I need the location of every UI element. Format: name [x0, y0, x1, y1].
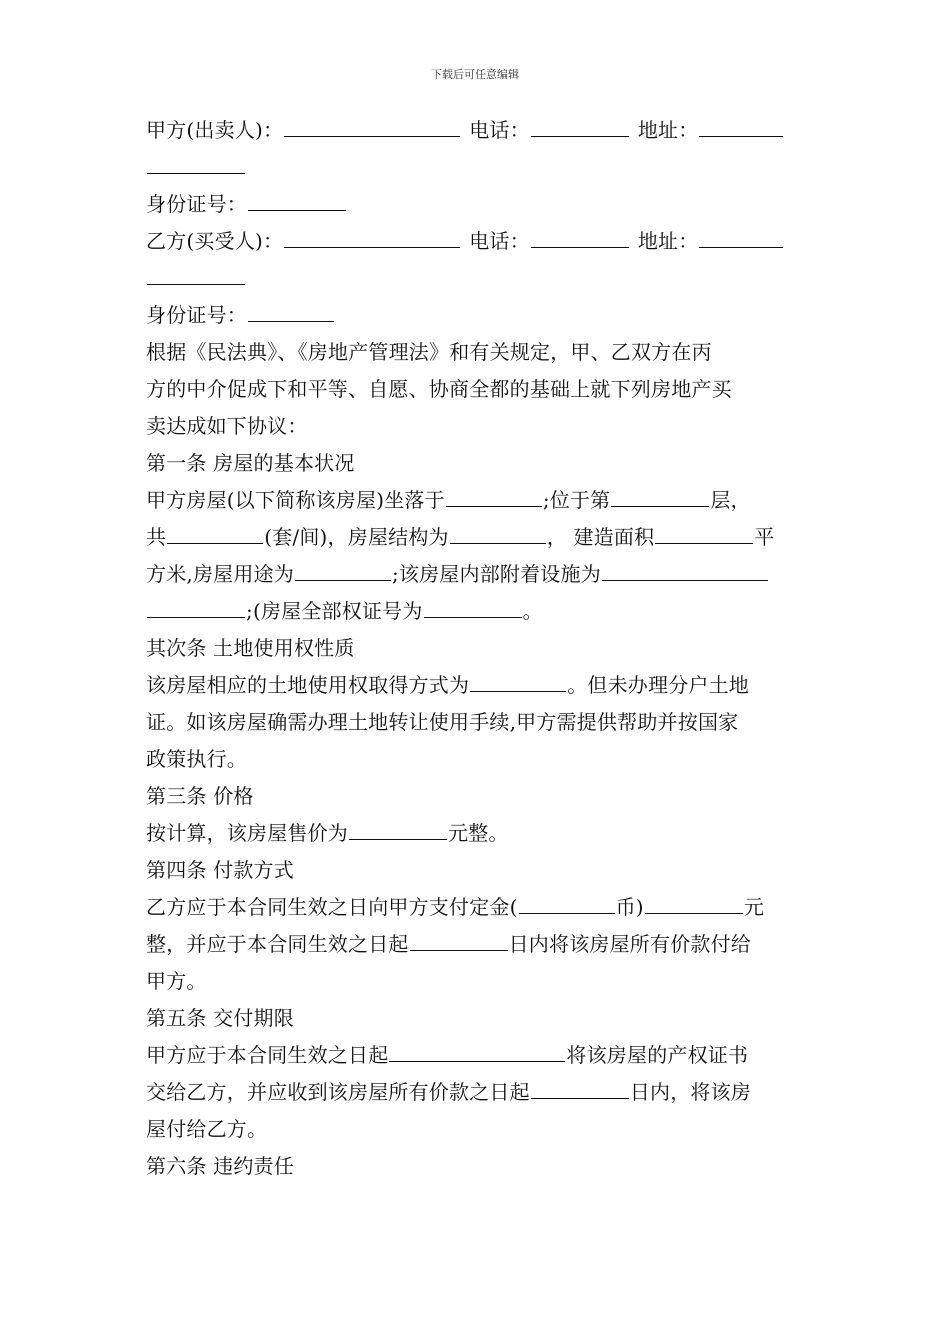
art1-text-3a: 方米,房屋用途为	[146, 562, 294, 586]
art1-certificate-blank[interactable]	[424, 599, 522, 618]
party-a-label: 甲方(出卖人)：	[146, 118, 284, 142]
party-b-label: 乙方(买受人)：	[146, 229, 284, 253]
article-2-line-2: 证。如该房屋确需办理土地转让使用手续,甲方需提供帮助并按国家	[146, 710, 739, 734]
party-b-id-blank[interactable]	[248, 303, 334, 322]
party-a-address-blank[interactable]	[699, 118, 783, 137]
intro-line-2: 方的中介促成下和平等、自愿、协商全都的基础上就下列房地产买	[146, 377, 732, 401]
article-1-line-4	[146, 593, 806, 630]
article-2-line-1	[146, 667, 806, 704]
art4-text-2b: 日内将该房屋所有价款付给	[508, 932, 752, 956]
party-a-phone-blank[interactable]	[531, 118, 629, 137]
art1-text-4a: ;(房屋全部权证号为	[246, 599, 423, 623]
header-note: 下载后可任意编辑	[431, 68, 519, 81]
party-b-address-blank[interactable]	[699, 229, 783, 248]
art1-usage-blank[interactable]	[295, 562, 391, 581]
article-4-line-3: 甲方。	[146, 969, 207, 993]
art1-facilities-blank[interactable]	[602, 562, 768, 581]
party-b-line	[146, 223, 806, 260]
art1-text-2a: 共	[146, 525, 167, 549]
art5-text-1b: 将该房屋的产权证书	[566, 1043, 749, 1067]
art3-price-blank[interactable]	[349, 821, 447, 840]
article-1-line-2	[146, 519, 806, 556]
article-5-line-3: 屋付给乙方。	[146, 1117, 268, 1141]
art1-text-1c: 层，	[710, 488, 751, 512]
art1-text-2b: (套/间)，房屋结构为	[264, 525, 449, 549]
art1-text-1a: 甲方房屋(以下简称该房屋)坐落于	[146, 488, 445, 512]
art5-text-2b: 日内，将该房	[629, 1080, 752, 1104]
art2-text-1b: 。但未办理分户土地	[567, 673, 750, 697]
intro-line-1: 根据《民法典》、《房地产管理法》和有关规定，甲、乙双方在丙	[146, 340, 712, 364]
party-a-address-cont	[146, 149, 806, 186]
party-a-line	[146, 112, 806, 149]
art5-text-1a: 甲方应于本合同生效之日起	[146, 1043, 389, 1067]
article-1-line-1	[146, 482, 806, 519]
party-a-id-line	[146, 186, 806, 223]
article-2-line-3: 政策执行。	[146, 747, 247, 771]
article-1-line-3	[146, 556, 806, 593]
article-1-title: 第一条 房屋的基本状况	[146, 451, 355, 475]
art4-text-2a: 整，并应于本合同生效之日起	[146, 932, 409, 956]
art2-text-1a: 该房屋相应的土地使用权取得方式为	[146, 673, 470, 697]
art1-text-1b: ;位于第	[542, 488, 611, 512]
party-a-phone-label: 电话：	[469, 118, 530, 142]
art4-days-blank[interactable]	[410, 932, 508, 951]
article-4-title: 第四条 付款方式	[146, 858, 294, 882]
contract-body	[146, 112, 806, 1185]
party-b-name-blank[interactable]	[284, 229, 460, 248]
party-a-id-blank[interactable]	[248, 192, 346, 211]
intro-line-3: 卖达成如下协议：	[146, 414, 308, 438]
party-b-address-blank-cont[interactable]	[147, 266, 245, 285]
party-b-id-line	[146, 297, 806, 334]
art1-floor-blank[interactable]	[611, 488, 709, 507]
art2-acquisition-blank[interactable]	[470, 673, 566, 692]
art4-deposit-blank[interactable]	[645, 895, 743, 914]
article-4-line-1	[146, 889, 806, 926]
art4-text-1a: 乙方应于本合同生效之日向甲方支付定金(	[146, 895, 518, 919]
party-b-address-label: 地址：	[637, 229, 699, 253]
article-2-title: 其次条 土地使用权性质	[146, 636, 355, 660]
art1-text-2d: 平	[754, 525, 775, 549]
party-a-address-blank-cont[interactable]	[147, 155, 245, 174]
art5-days-blank[interactable]	[531, 1080, 629, 1099]
article-5-line-1	[146, 1037, 806, 1074]
article-4-line-2	[146, 926, 806, 963]
party-b-address-cont	[146, 260, 806, 297]
art5-text-2a: 交给乙方，并应收到该房屋所有价款之日起	[146, 1080, 530, 1104]
art1-text-4b: 。	[522, 599, 543, 623]
party-b-phone-blank[interactable]	[531, 229, 629, 248]
art4-text-1b: 币)	[615, 895, 644, 919]
art3-text-1a: 按计算，该房屋售价为	[146, 821, 348, 845]
article-3-line-1	[146, 815, 806, 852]
art1-units-blank[interactable]	[167, 525, 263, 544]
art1-area-blank[interactable]	[655, 525, 753, 544]
party-b-id-label: 身份证号：	[146, 303, 247, 327]
article-5-line-2	[146, 1074, 806, 1111]
art4-currency-blank[interactable]	[519, 895, 615, 914]
article-5-title: 第五条 交付期限	[146, 1006, 294, 1030]
party-a-id-label: 身份证号：	[146, 192, 247, 216]
art1-facilities-blank-cont[interactable]	[147, 599, 245, 618]
art1-text-2c: ， 建造面积	[546, 525, 655, 549]
art4-text-1c: 元	[743, 895, 765, 919]
party-b-phone-label: 电话：	[469, 229, 530, 253]
art1-location-blank[interactable]	[446, 488, 542, 507]
article-3-title: 第三条 价格	[146, 784, 254, 808]
art3-text-1b: 元整。	[448, 821, 509, 845]
article-6-title: 第六条 违约责任	[146, 1154, 294, 1178]
party-a-address-label: 地址：	[637, 118, 699, 142]
art1-text-3b: ;该房屋内部附着设施为	[391, 562, 601, 586]
art1-structure-blank[interactable]	[450, 525, 546, 544]
party-a-name-blank[interactable]	[284, 118, 460, 137]
art5-date-blank[interactable]	[389, 1043, 565, 1062]
